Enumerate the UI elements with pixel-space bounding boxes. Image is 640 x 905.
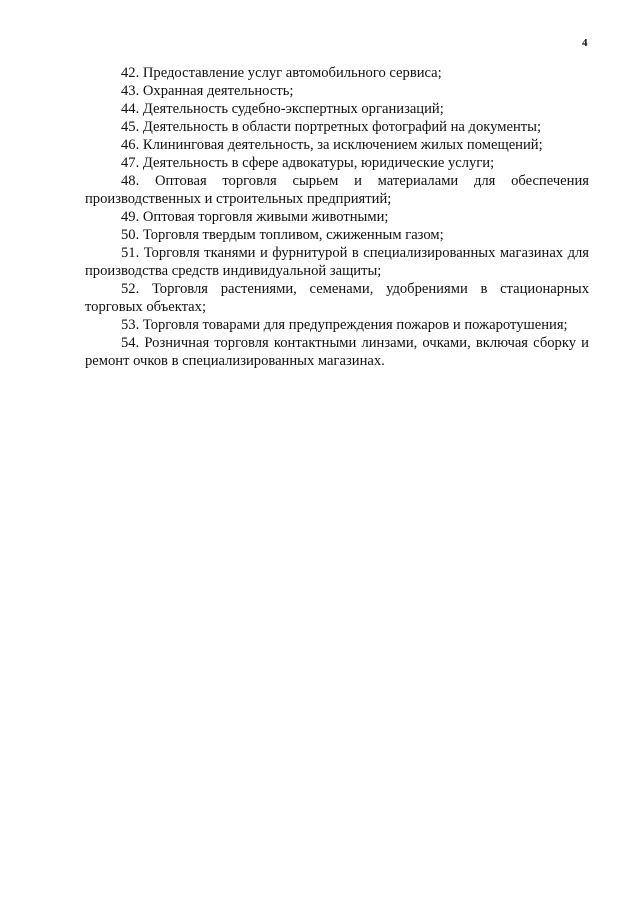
list-item: 52. Торговля растениями, семенами, удобрениями в стационарных торговых объектах; [85,281,589,315]
list-item: 51. Торговля тканями и фурнитурой в специализированных магазинах для производства средств индивидуальной защиты; [85,245,589,279]
list-item: 47. Деятельность в сфере адвокатуры, юридические услуги; [121,155,495,171]
page-number: 4 [582,37,588,49]
list-item: 44. Деятельность судебно-экспертных организаций; [121,101,444,117]
list-item: 46. Клининговая деятельность, за исключением жилых помещений; [121,137,543,153]
list-item: 50. Торговля твердым топливом, сжиженным газом; [121,227,444,243]
list-item: 54. Розничная торговля контактными линзами, очками, включая сборку и ремонт очков в специализированных магазинах. [85,335,589,369]
list-item: 48. Оптовая торговля сырьем и материалами для обеспечения производственных и строительных предприятий; [85,173,589,207]
activity-list [85,64,589,370]
list-item: 43. Охранная деятельность; [121,83,294,99]
list-item: 42. Предоставление услуг автомобильного сервиса; [121,65,442,81]
list-item: 49. Оптовая торговля живыми животными; [121,209,389,225]
list-item: 45. Деятельность в области портретных фотографий на документы; [121,119,542,135]
list-item: 53. Торговля товарами для предупреждения пожаров и пожаротушения; [121,317,568,333]
